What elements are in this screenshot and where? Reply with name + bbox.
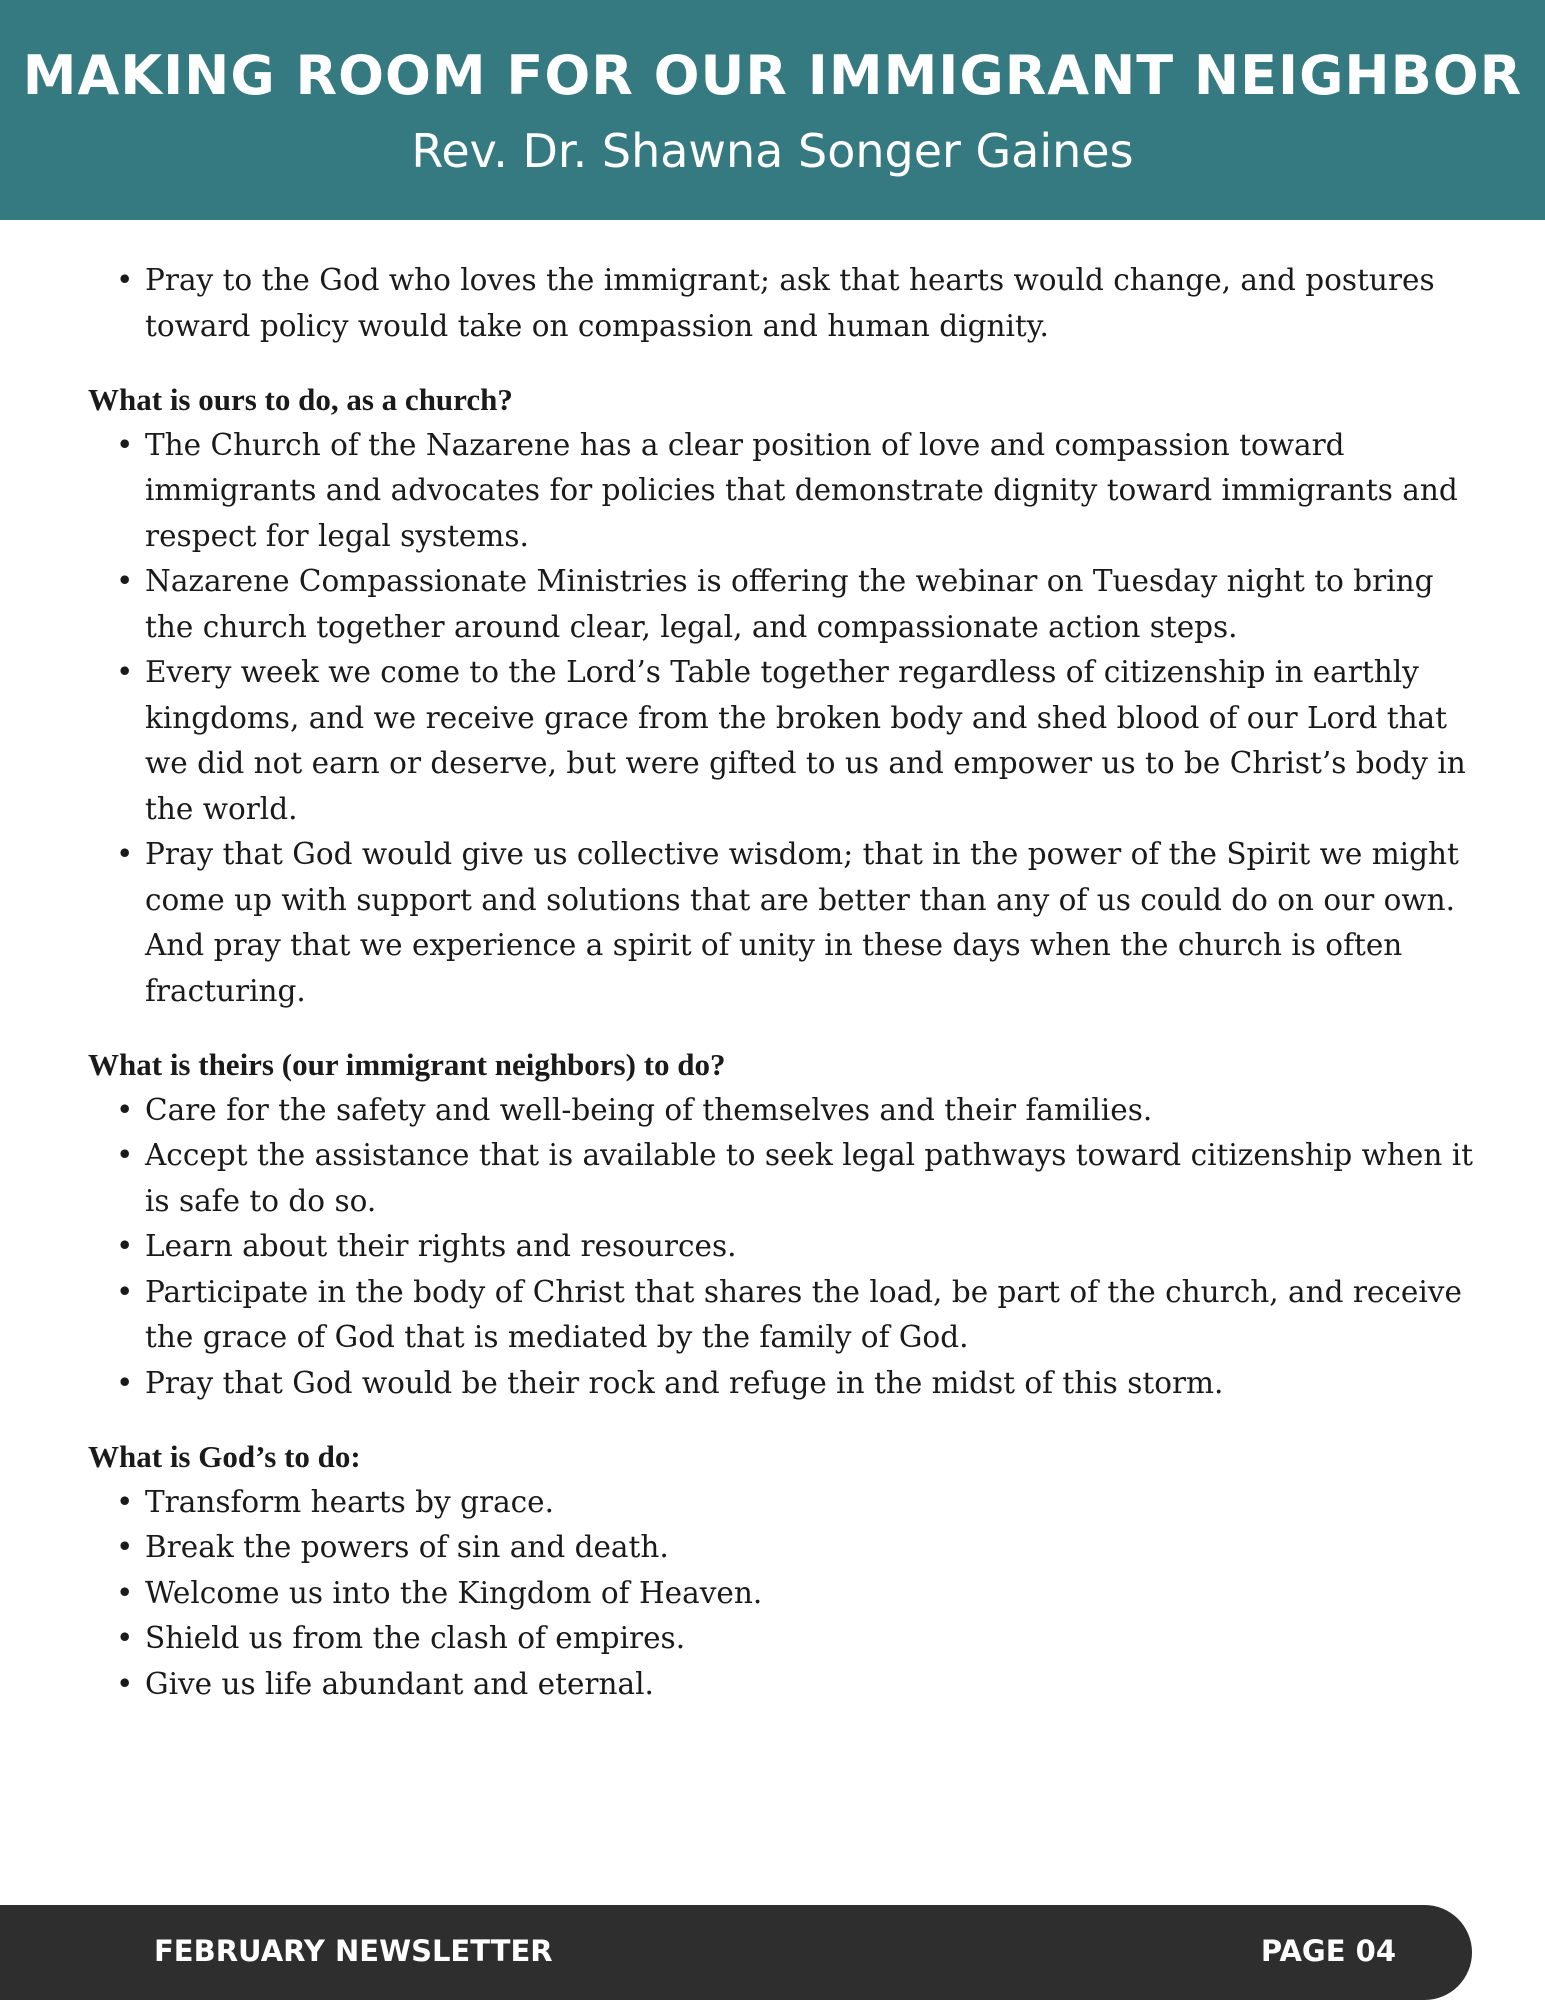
- list-item: [88, 1224, 1488, 1270]
- list-item: [88, 1662, 1488, 1708]
- article-body: [88, 258, 1488, 1735]
- page-header: [0, 0, 1545, 220]
- article-title: MAKING ROOM FOR OUR IMMIGRANT NEIGHBOR: [22, 44, 1523, 107]
- list-item-text: Accept the assistance that is available to seek legal pathways toward citizenship when it is safe to do so.: [145, 1138, 1474, 1218]
- bullet-icon: •: [116, 655, 134, 689]
- church-list: [88, 423, 1488, 1015]
- page-number: PAGE 04: [1260, 1934, 1396, 1968]
- list-item-text: Nazarene Compassionate Ministries is offering the webinar on Tuesday night to bring the church together around clear, legal, and compassionate action steps.: [145, 564, 1434, 644]
- list-item-text: Participate in the body of Christ that shares the load, be part of the church, and receive the grace of God that is mediated by the family of God.: [145, 1274, 1462, 1354]
- list-item-text: Give us life abundant and eternal.: [145, 1666, 654, 1701]
- bullet-icon: •: [116, 1092, 134, 1127]
- article-author: Rev. Dr. Shawna Songer Gaines: [411, 124, 1134, 178]
- bullet-icon: •: [116, 1575, 134, 1610]
- list-item-text: Shield us from the clash of empires.: [145, 1621, 686, 1655]
- god-section: [88, 1434, 1488, 1707]
- neighbors-section: [88, 1042, 1488, 1406]
- list-item: [88, 1270, 1488, 1361]
- list-item: [88, 650, 1488, 832]
- page-footer: [0, 1905, 1472, 2000]
- list-item: [88, 423, 1488, 560]
- section-heading: What is theirs (our immigrant neighbors) to do?: [88, 1047, 726, 1082]
- list-item: [88, 1133, 1488, 1224]
- list-item-text: Welcome us into the Kingdom of Heaven.: [145, 1575, 763, 1610]
- list-item-text: Care for the safety and well-being of themselves and their families.: [145, 1092, 1153, 1127]
- section-heading: What is God’s to do:: [88, 1439, 361, 1474]
- neighbors-list: [88, 1088, 1488, 1407]
- list-item: [88, 1571, 1488, 1617]
- bullet-icon: •: [116, 427, 134, 462]
- bullet-icon: •: [116, 564, 134, 598]
- god-list: [88, 1480, 1488, 1708]
- list-item: [88, 832, 1488, 1014]
- church-section: [88, 377, 1488, 1014]
- list-item: [88, 258, 1488, 349]
- list-item-text: The Church of the Nazarene has a clear position of love and compassion toward immigrants and advocates for policies that demonstrate dignity toward immigrants and respect for legal systems.: [145, 427, 1458, 553]
- list-item-text: Pray to the God who loves the immigrant; ask that hearts would change, and postures toward policy would take on compassion and human dignity.: [145, 263, 1435, 343]
- list-item-text: Transform hearts by grace.: [145, 1484, 555, 1519]
- list-item: [88, 1361, 1488, 1407]
- bullet-icon: •: [116, 1365, 134, 1400]
- list-item: [88, 559, 1488, 650]
- bullet-icon: •: [116, 1666, 134, 1701]
- bullet-icon: •: [116, 1530, 134, 1564]
- bullet-icon: •: [116, 1229, 134, 1263]
- intro-section: [88, 258, 1488, 349]
- bullet-icon: •: [116, 1274, 134, 1309]
- bullet-icon: •: [116, 1484, 134, 1519]
- newsletter-label: FEBRUARY NEWSLETTER: [154, 1934, 553, 1968]
- list-item: [88, 1525, 1488, 1571]
- list-item-text: Break the powers of sin and death.: [145, 1530, 669, 1564]
- list-item: [88, 1480, 1488, 1526]
- list-item-text: Pray that God would give us collective wisdom; that in the power of the Spirit we might come up with support and solutions that are better than any of us could do on our own. And pray that we experience a spirit of unity in these days when the church is often fracturing.: [145, 837, 1459, 1008]
- section-heading: What is ours to do, as a church?: [88, 382, 513, 417]
- bullet-icon: •: [116, 1138, 134, 1172]
- intro-list: [88, 258, 1488, 349]
- bullet-icon: •: [116, 837, 134, 871]
- bullet-icon: •: [116, 1621, 134, 1655]
- list-item-text: Learn about their rights and resources.: [145, 1229, 737, 1263]
- list-item: [88, 1616, 1488, 1662]
- bullet-icon: •: [116, 263, 134, 297]
- list-item: [88, 1088, 1488, 1134]
- list-item-text: Every week we come to the Lord’s Table together regardless of citizenship in earthly kingdoms, and we receive grace from the broken body and shed blood of our Lord that we did not earn or deserve, but were gifted to us and empower us to be Christ’s body in the world.: [145, 655, 1466, 826]
- list-item-text: Pray that God would be their rock and refuge in the midst of this storm.: [145, 1365, 1224, 1400]
